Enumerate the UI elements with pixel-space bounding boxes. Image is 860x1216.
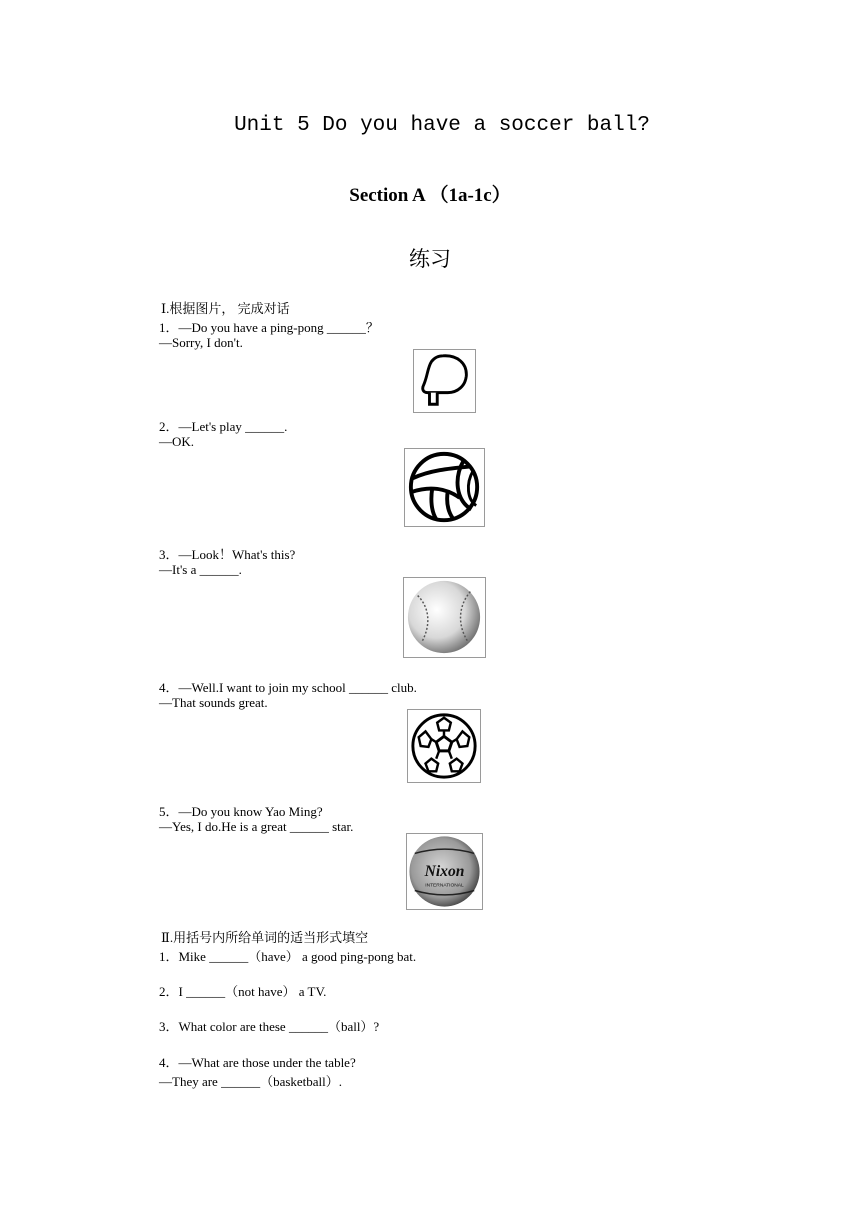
question-3: 3．—Look！What's this?	[159, 547, 296, 562]
volleyball-icon	[404, 448, 485, 527]
exercise-4: 4．—What are those under the table?	[159, 1055, 356, 1070]
exercise-3: 3．What color are these ______（ball）?	[159, 1019, 380, 1034]
answer-5: —Yes, I do.He is a great ______ star.	[159, 819, 354, 834]
exercise-1: 1．Mike ______（have） a good ping-pong bat.	[159, 949, 417, 964]
soccer-ball-icon	[407, 709, 481, 783]
question-5: 5．—Do you know Yao Ming?	[159, 804, 323, 819]
exercise-4-answer: —They are ______（basketball）.	[159, 1074, 343, 1089]
page-title: Unit 5 Do you have a soccer ball?	[234, 114, 650, 137]
part2-heading: Ⅱ.用括号内所给单词的适当形式填空	[161, 930, 369, 945]
answer-2: —OK.	[159, 434, 195, 449]
basketball-brand: Nixon	[424, 862, 465, 880]
ping-pong-bat-icon	[413, 349, 476, 413]
answer-3: —It's a ______.	[159, 562, 242, 577]
question-4: 4．—Well.I want to join my school ______ club.	[159, 680, 417, 695]
question-2: 2．—Let's play ______.	[159, 419, 288, 434]
basketball-icon	[406, 833, 483, 910]
answer-4: —That sounds great.	[159, 695, 268, 710]
baseball-icon	[403, 577, 486, 658]
section-heading: Section A （1a-1c）	[349, 185, 511, 206]
part1-heading: Ⅰ.根据图片， 完成对话	[161, 301, 290, 316]
question-1: 1．—Do you have a ping-pong ______？	[159, 320, 379, 335]
exercise-2: 2．I ______（not have） a TV.	[159, 984, 327, 999]
practice-heading: 练习	[409, 247, 451, 271]
basketball-small-text: INTERNATIONAL	[425, 883, 464, 889]
answer-1: —Sorry, I don't.	[159, 335, 243, 350]
